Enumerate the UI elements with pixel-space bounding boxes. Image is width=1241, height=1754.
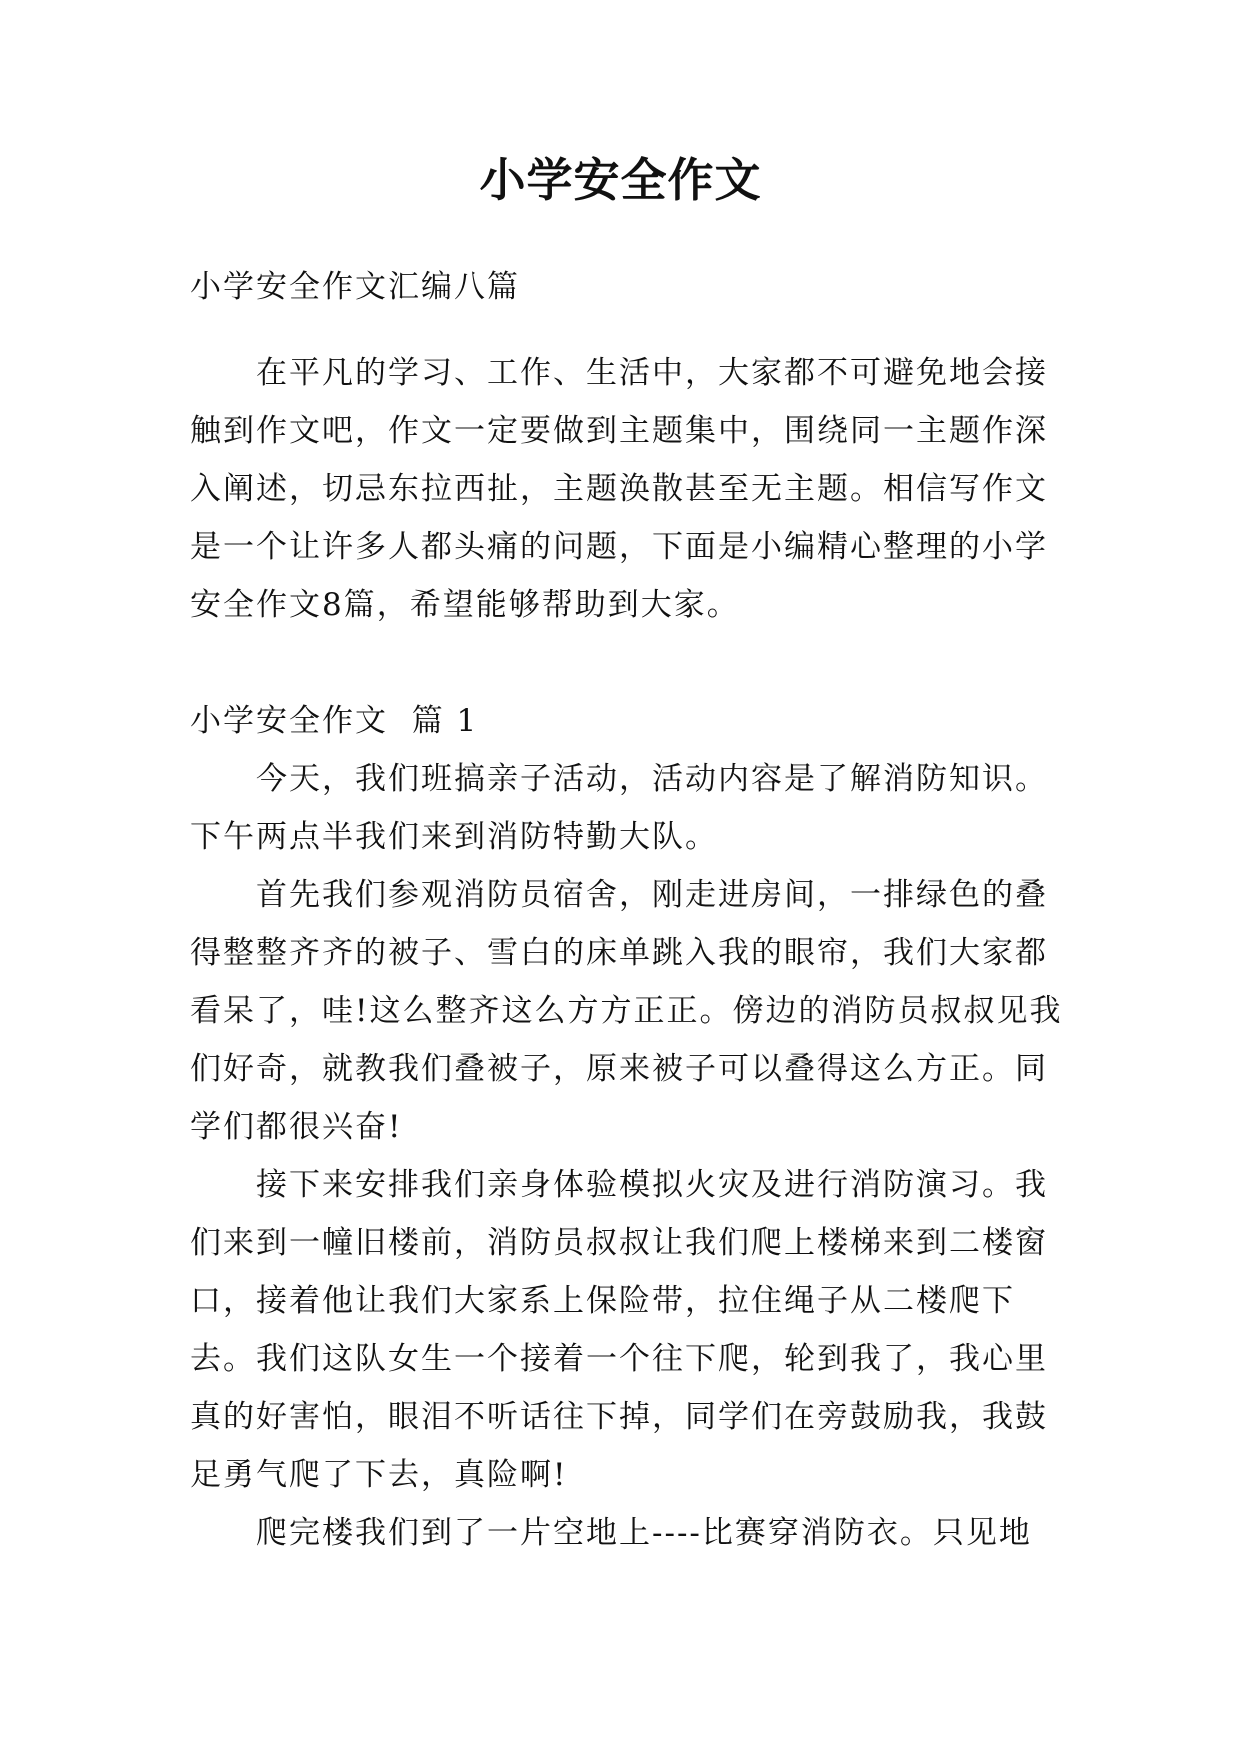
- section-heading: 小学安全作文 篇 1: [190, 703, 479, 739]
- document-subtitle: 小学安全作文汇编八篇: [190, 269, 520, 305]
- document-title: 小学安全作文: [479, 153, 762, 207]
- section-paragraph: 今天，我们班搞亲子活动，活动内容是了解消防知识。下午两点半我们来到消防特勤大队。: [190, 761, 1048, 855]
- section-body: [190, 750, 1070, 1562]
- intro-paragraph: 在平凡的学习、工作、生活中，大家都不可避免地会接触到作文吧，作文一定要做到主题集中，围绕同一主题作深入阐述，切忌东拉西扯，主题涣散甚至无主题。相信写作文是一个让许多人都头痛的问题，下面是小编精心整理的小学安全作文8篇，希望能够帮助到大家。: [190, 355, 1048, 623]
- section-paragraph: 爬完楼我们到了一片空地上----比赛穿消防衣。只见地: [256, 1515, 1032, 1551]
- section-paragraph: 首先我们参观消防员宿舍，刚走进房间，一排绿色的叠得整整齐齐的被子、雪白的床单跳入我的眼帘，我们大家都看呆了，哇!这么整齐这么方方正正。傍边的消防员叔叔见我们好奇，就教我们叠被子，原来被子可以叠得这么方正。同学们都很兴奋!: [190, 877, 1063, 1145]
- section-paragraph: 接下来安排我们亲身体验模拟火灾及进行消防演习。我们来到一幢旧楼前，消防员叔叔让我们爬上楼梯来到二楼窗口，接着他让我们大家系上保险带，拉住绳子从二楼爬下去。我们这队女生一个接着一个往下爬，轮到我了，我心里真的好害怕，眼泪不听话往下掉，同学们在旁鼓励我，我鼓足勇气爬了下去，真险啊!: [190, 1167, 1048, 1493]
